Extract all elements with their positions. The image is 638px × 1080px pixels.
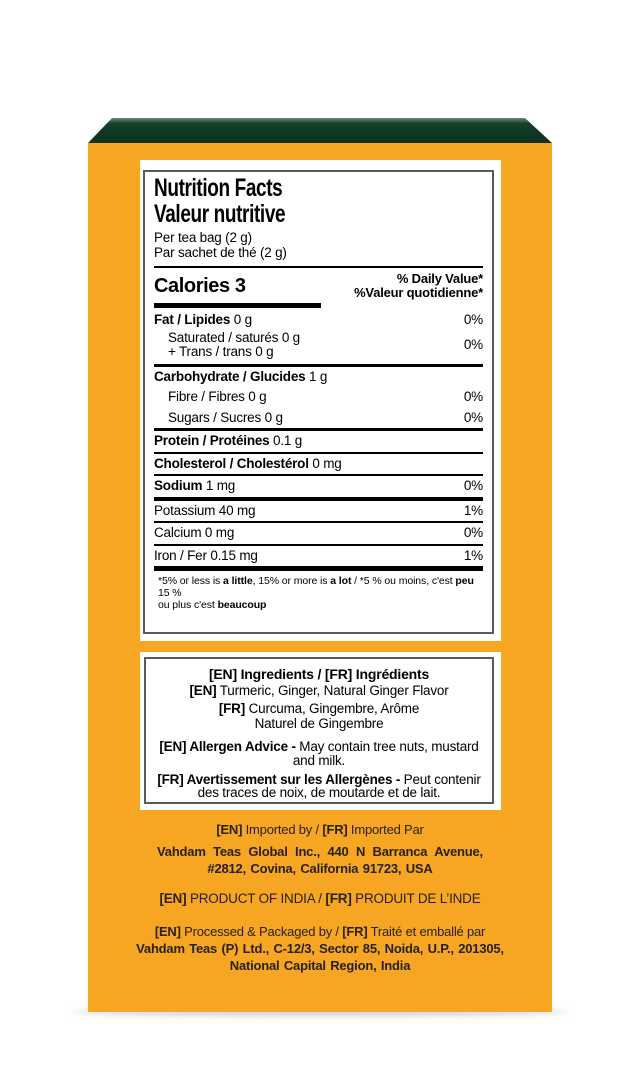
ingredients-border [144, 657, 494, 804]
nutrient-row-potassium: Potassium 40 mg 1% [154, 502, 483, 518]
daily-value-header-en: % Daily Value* [396, 271, 483, 286]
box-footer-text [88, 822, 552, 974]
allergen-advice-en: [EN] Allergen Advice - May contain tree nuts, mustard and milk. [159, 739, 479, 768]
daily-value-footnote: *5% or less is a little, 15% or more is a lot / *5 % ou moins, c'est peu 15 % ou plus c'est beaucoup [158, 575, 474, 611]
nutrition-facts-panel [140, 160, 501, 641]
nutrition-title-en: Nutrition Facts [154, 174, 283, 202]
box-top-face [88, 118, 552, 143]
nutrient-row-carbohydrate: Carbohydrate / Glucides 1 g [154, 368, 328, 384]
nutrient-row-fat: Fat / Lipides 0 g 0% [154, 312, 483, 327]
serving-size-en: Per tea bag (2 g) [154, 230, 252, 245]
footer-product-of-india: [EN] PRODUCT OF INDIA / [FR] PRODUIT DE L’INDE [159, 891, 481, 906]
product-box [88, 118, 552, 1012]
footer-processed-by: [EN] Processed & Packaged by / [FR] Traité et emballé par [154, 924, 486, 939]
footer-imported-by: [EN] Imported by / [FR] Imported Par [216, 822, 424, 837]
nutrient-row-saturated-trans: Saturated / saturés 0 g + Trans / trans 0 g 0% [154, 331, 483, 364]
box-front-face [88, 143, 552, 1012]
nutrient-line-saturated: Saturated / saturés 0 g [168, 329, 300, 345]
nutrient-row-calcium: Calcium 0 mg 0% [154, 525, 483, 540]
serving-size-fr: Par sachet de thé (2 g) [154, 244, 287, 260]
footer-importer-address: Vahdam Teas Global Inc., 440 N Barranca Avenue, #2812, Covina, California 91723, USA [157, 844, 483, 876]
ingredients-header: [EN] Ingredients / [FR] Ingrédients [208, 666, 430, 682]
calories-underline-bar [154, 303, 321, 308]
nutrient-row-iron: Iron / Fer 0.15 mg 1% [154, 547, 483, 563]
footer-processor-address: Vahdam Teas (P) Ltd., C-12/3, Sector 85, Noida, U.P., 201305, National Capital Region, India [136, 941, 504, 973]
nutrition-title-fr: Valeur nutritive [154, 199, 286, 228]
nutrient-row-cholesterol: Cholesterol / Cholestérol 0 mg [154, 455, 342, 471]
daily-value-header-fr: %Valeur quotidienne* [354, 285, 483, 300]
calories-value: Calories 3 [154, 274, 246, 297]
nutrient-row-fibre: Fibre / Fibres 0 g 0% [168, 389, 483, 404]
nutrient-row-protein: Protein / Protéines 0.1 g [154, 433, 303, 448]
calories-row [154, 268, 483, 302]
ingredients-panel [140, 652, 501, 810]
nutrient-row-sugars: Sugars / Sucres 0 g 0% [168, 409, 483, 425]
allergen-advice-fr: [FR] Avertissement sur les Allergènes - Peut contenir des traces de noix, de moutarde et de lait. [157, 771, 481, 801]
divider [154, 566, 483, 571]
ingredients-fr: [FR] Curcuma, Gingembre, Arôme Naturel de Gingembre [218, 701, 420, 731]
nutrient-line-trans: + Trans / trans 0 g [168, 344, 274, 359]
nutrition-facts-border [143, 170, 494, 634]
ingredients-en: [EN] Turmeric, Ginger, Natural Ginger Flavor [189, 683, 449, 698]
nutrient-row-sodium: Sodium 1 mg 0% [154, 478, 483, 493]
